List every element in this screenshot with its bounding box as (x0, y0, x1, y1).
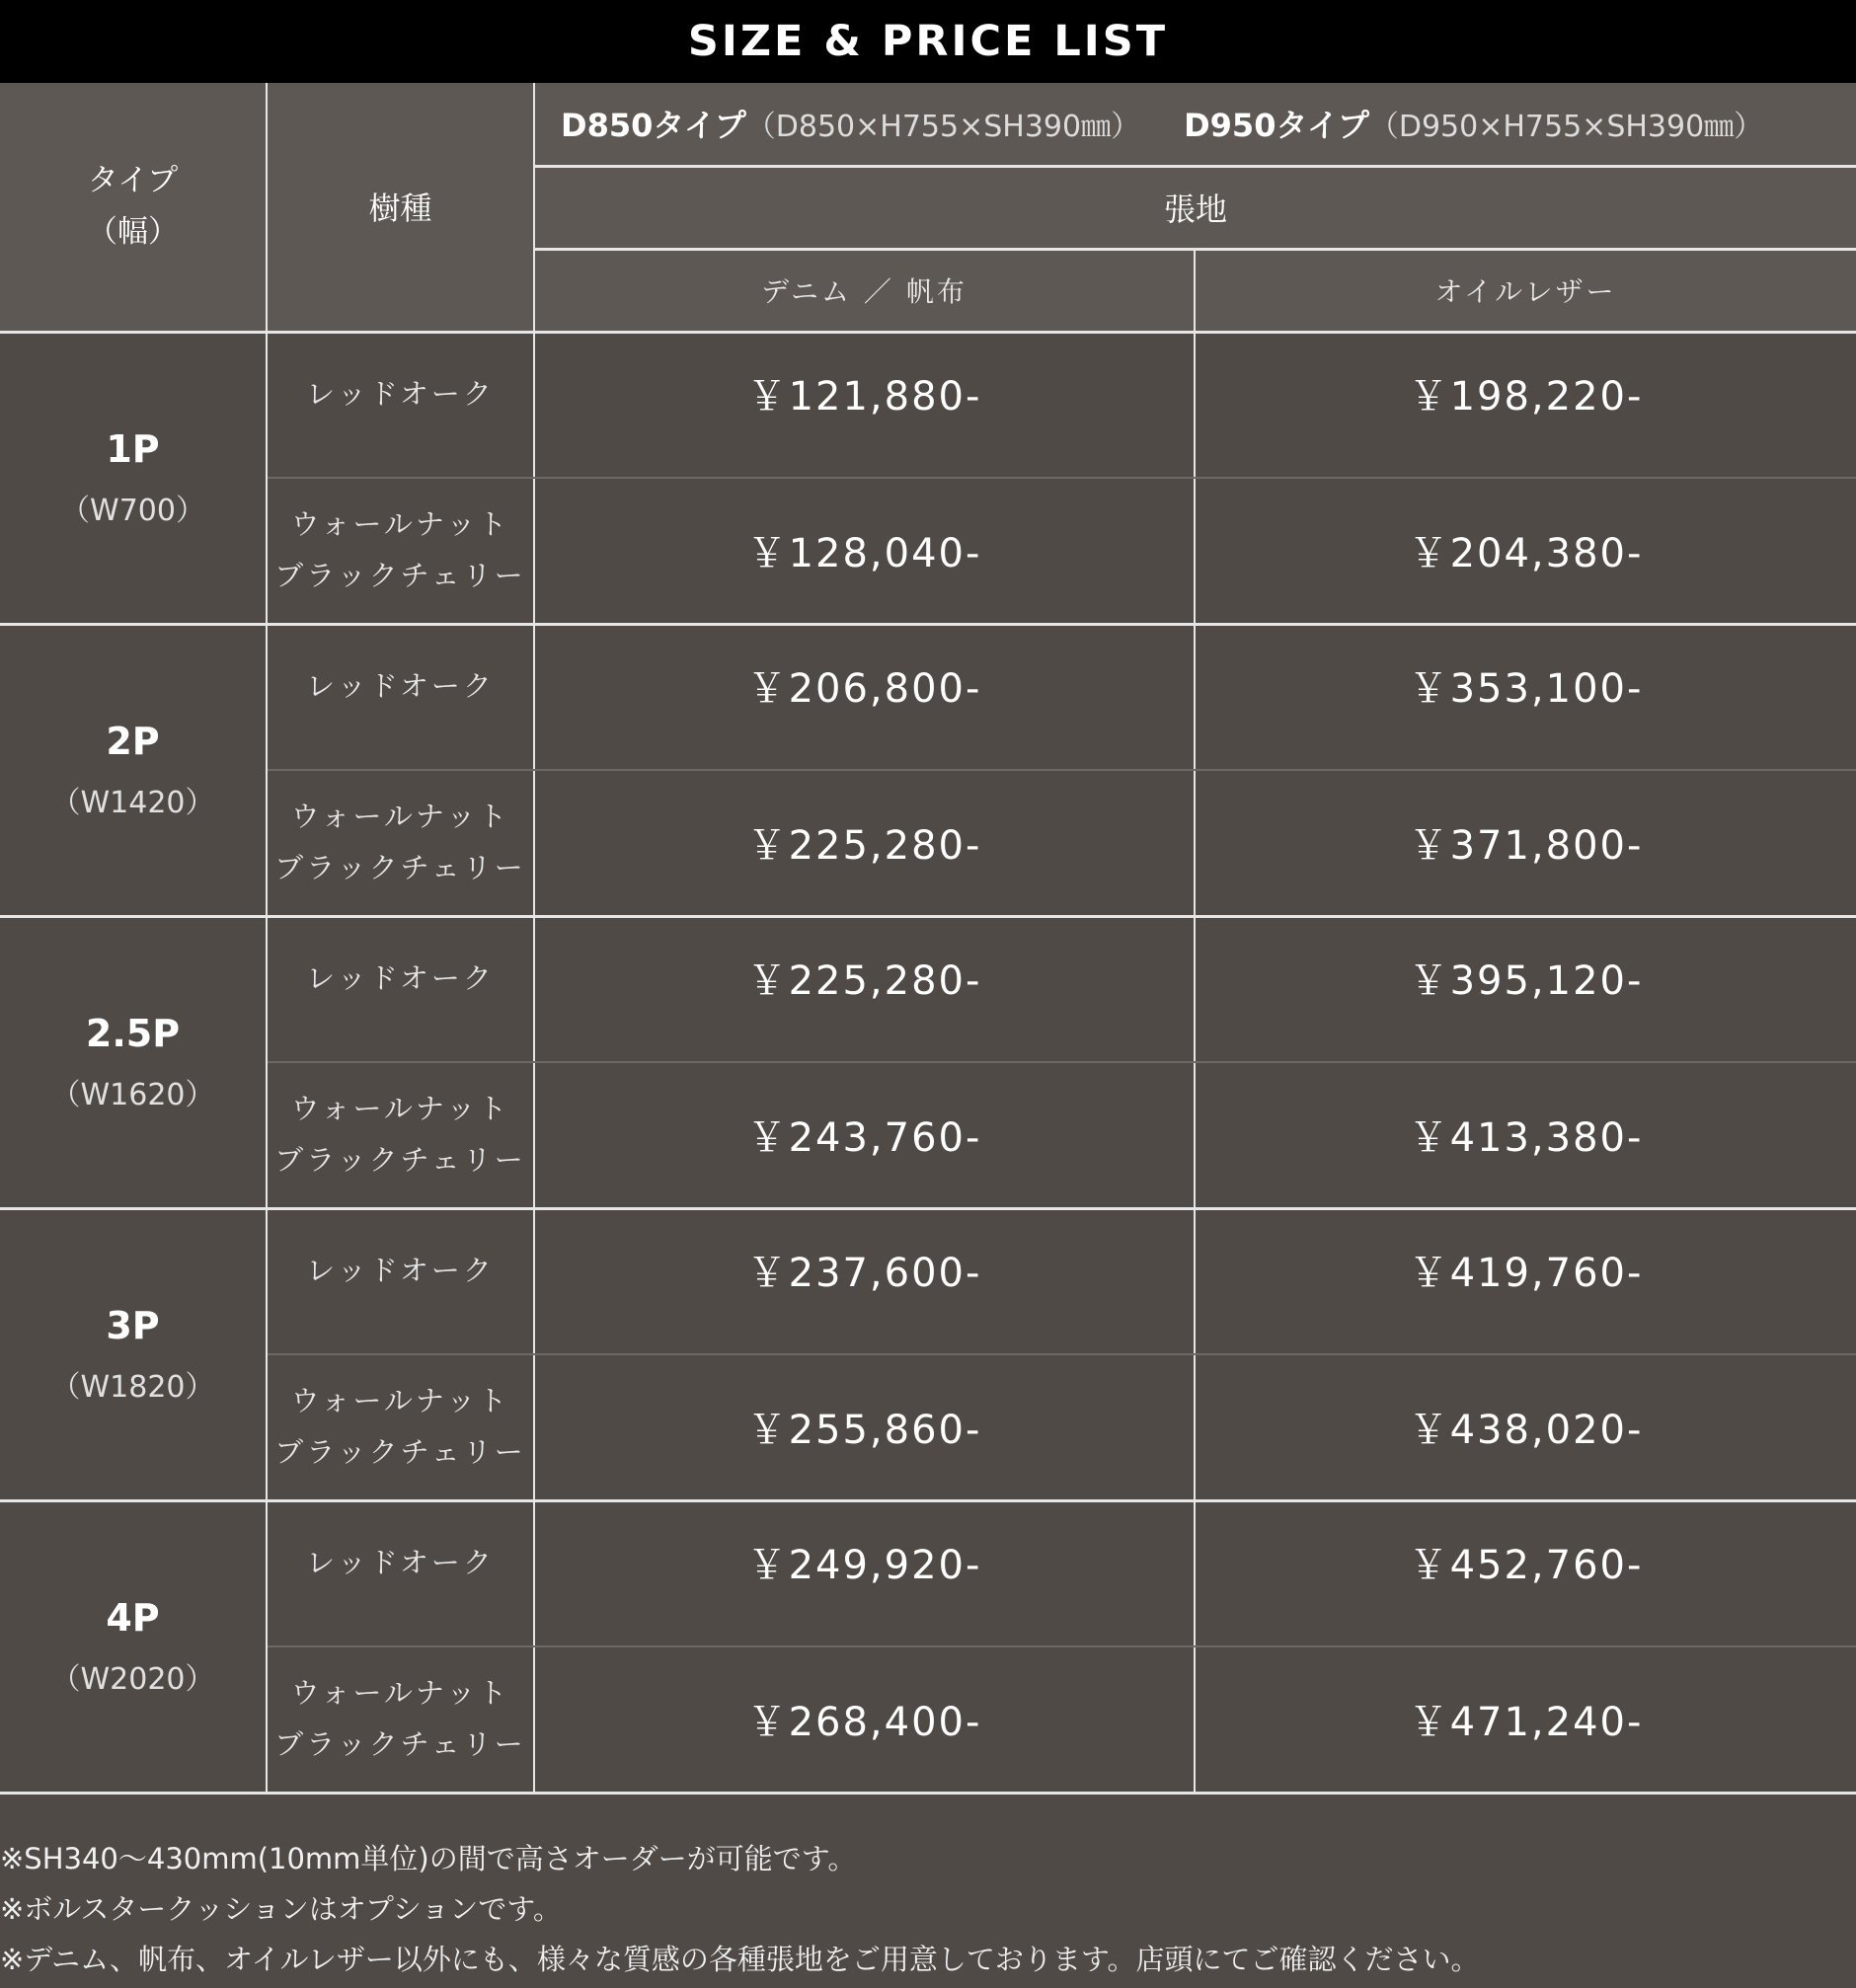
table-row (0, 624, 1856, 770)
wood-column-header: 樹種 (267, 83, 534, 332)
footnotes (0, 1834, 1856, 1985)
table-row (0, 478, 1856, 624)
price-oil-leather: ￥419,760- (1195, 1208, 1856, 1354)
price-oil-leather: ￥413,380- (1195, 1062, 1856, 1208)
price-oil-leather: ￥198,220- (1195, 332, 1856, 478)
table-row (0, 770, 1856, 916)
type-name: 3P (106, 1303, 160, 1347)
type-cell (0, 1500, 267, 1793)
price-denim-canvas: ￥206,800- (534, 624, 1195, 770)
price-denim-canvas: ￥237,600- (534, 1208, 1195, 1354)
depth-types-header (534, 83, 1856, 166)
wood-species-label: レッドオーク (306, 376, 495, 411)
wood-species-label: ブラックチェリー (274, 558, 526, 592)
type-header-width-label: （幅） (87, 214, 179, 251)
wood-species-cell (267, 770, 534, 916)
wood-species-label: ブラックチェリー (274, 1434, 526, 1469)
upholstery-header: 張地 (534, 166, 1856, 249)
type-name: 4P (106, 1595, 160, 1640)
wood-species-label: ウォールナット (290, 1092, 510, 1126)
wood-species-label: ウォールナット (290, 507, 510, 542)
wood-species-label: ブラックチェリー (274, 850, 526, 884)
price-denim-canvas: ￥249,920- (534, 1500, 1195, 1646)
price-denim-canvas: ￥255,860- (534, 1354, 1195, 1500)
price-oil-leather: ￥452,760- (1195, 1500, 1856, 1646)
footnote: ※デニム、帆布、オイルレザー以外にも、様々な質感の各種張地をご用意しております。店頭にてご確認ください。 (0, 1943, 1480, 1976)
price-denim-canvas: ￥243,760- (534, 1062, 1195, 1208)
type-name: 2P (106, 719, 160, 763)
type-cell (0, 916, 267, 1208)
wood-species-label: レッドオーク (306, 1253, 495, 1287)
wood-species-label: レッドオーク (306, 668, 495, 703)
footnote: ※SH340〜430mm(10mm単位)の間で高さオーダーが可能です。 (0, 1842, 857, 1875)
wood-species-label: レッドオーク (306, 960, 495, 995)
wood-species-cell (267, 1500, 534, 1646)
table-row (0, 916, 1856, 1062)
table-row (0, 1500, 1856, 1646)
type-name: 1P (106, 426, 160, 471)
price-table-body (0, 332, 1856, 1793)
price-denim-canvas: ￥268,400- (534, 1646, 1195, 1793)
price-oil-leather: ￥204,380- (1195, 478, 1856, 624)
price-oil-leather: ￥353,100- (1195, 624, 1856, 770)
price-oil-leather: ￥438,020- (1195, 1354, 1856, 1500)
price-denim-canvas: ￥225,280- (534, 770, 1195, 916)
d850-type-name: D850タイプ (561, 107, 746, 145)
type-width: （W2020） (50, 1662, 215, 1698)
d950-dimensions: （D950×H755×SH390㎜） (1368, 110, 1764, 145)
price-oil-leather: ￥395,120- (1195, 916, 1856, 1062)
wood-species-label: ブラックチェリー (274, 1726, 526, 1761)
wood-species-cell (267, 916, 534, 1062)
table-row (0, 1208, 1856, 1354)
type-header-label: タイプ (87, 162, 179, 198)
type-width: （W700） (60, 494, 205, 529)
price-oil-leather: ￥371,800- (1195, 770, 1856, 916)
wood-species-cell (267, 1062, 534, 1208)
d950-type-name: D950タイプ (1184, 107, 1369, 145)
type-cell (0, 1208, 267, 1500)
fabric-denim-canvas-header: デニム ／ 帆布 (534, 249, 1195, 332)
type-cell (0, 624, 267, 916)
price-table (0, 83, 1856, 1795)
table-row (0, 1062, 1856, 1208)
price-denim-canvas: ￥128,040- (534, 478, 1195, 624)
table-row (0, 1646, 1856, 1793)
wood-species-label: ブラックチェリー (274, 1142, 526, 1177)
wood-species-label: ウォールナット (290, 1676, 510, 1711)
wood-species-cell (267, 1354, 534, 1500)
type-cell (0, 332, 267, 624)
price-denim-canvas: ￥225,280- (534, 916, 1195, 1062)
footnote: ※ボルスタークッションはオプションです。 (0, 1892, 562, 1926)
wood-species-cell (267, 1646, 534, 1793)
wood-species-label: ウォールナット (290, 1384, 510, 1418)
price-oil-leather: ￥471,240- (1195, 1646, 1856, 1793)
d850-dimensions: （D850×H755×SH390㎜） (745, 110, 1141, 145)
table-row (0, 332, 1856, 478)
wood-species-cell (267, 478, 534, 624)
type-column-header (0, 83, 267, 332)
type-name: 2.5P (85, 1011, 181, 1055)
type-width: （W1820） (50, 1370, 215, 1406)
wood-species-cell (267, 332, 534, 478)
type-width: （W1420） (50, 786, 215, 821)
page-title: SIZE & PRICE LIST (0, 0, 1856, 83)
price-denim-canvas: ￥121,880- (534, 332, 1195, 478)
wood-species-label: ウォールナット (290, 800, 510, 834)
fabric-oil-leather-header: オイルレザー (1195, 249, 1856, 332)
type-width: （W1620） (50, 1078, 215, 1113)
wood-species-cell (267, 624, 534, 770)
table-row (0, 1354, 1856, 1500)
wood-species-label: レッドオーク (306, 1545, 495, 1579)
wood-species-cell (267, 1208, 534, 1354)
